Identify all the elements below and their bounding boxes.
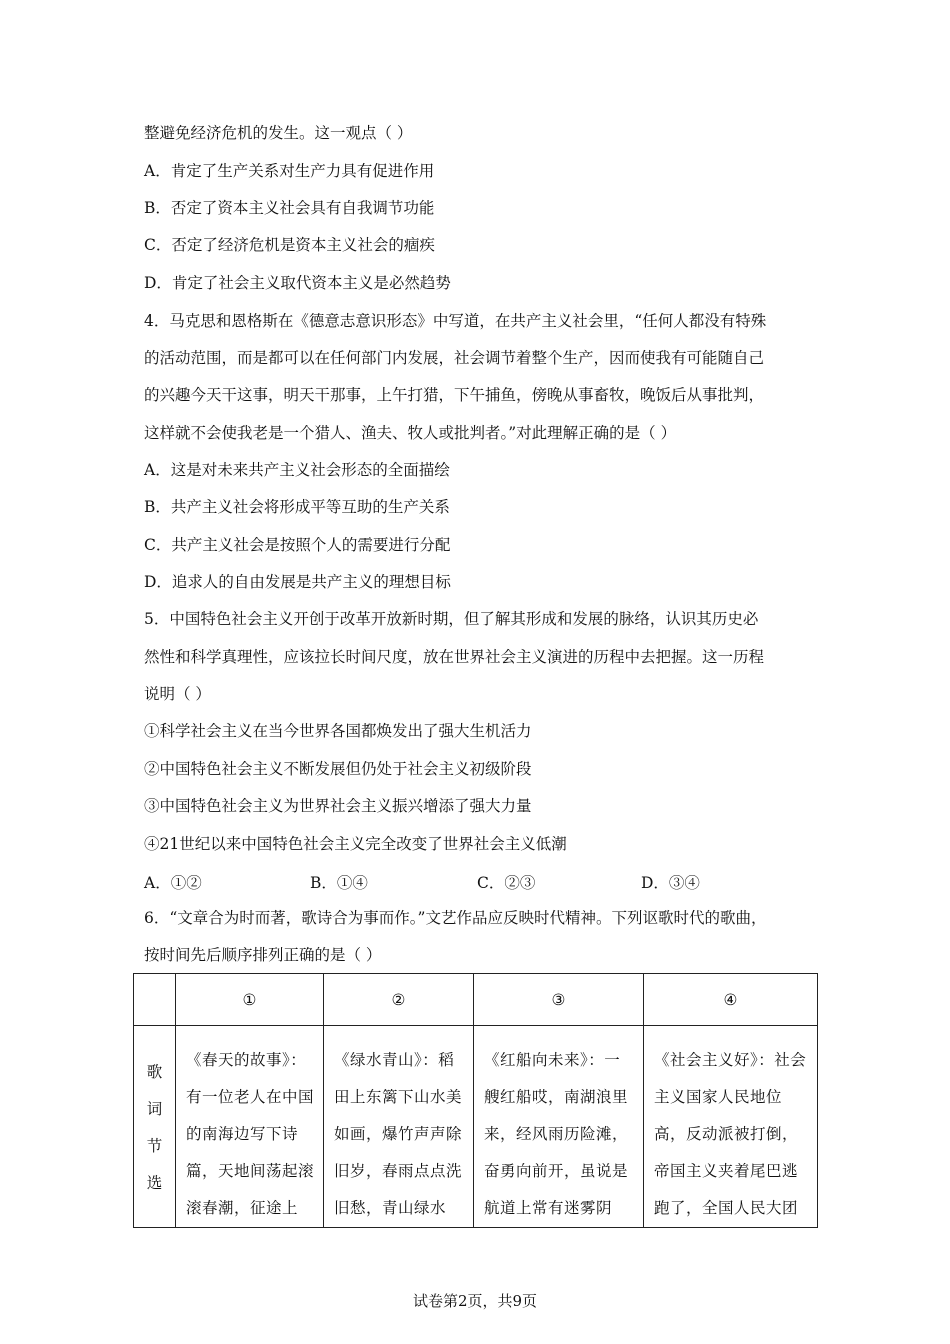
lyric-cell — [474, 1026, 644, 1228]
table-header-cell: ① — [176, 974, 324, 1026]
q4-stem-line: 这样就不会使我老是一个猎人、渔夫、牧人或批判者。”对此理解正确的是（ ） — [144, 424, 677, 442]
q3-option-c: C．否定了经济危机是资本主义社会的痼疾 — [144, 236, 435, 254]
q6-stem-line: 按时间先后顺序排列正确的是（ ） — [144, 946, 382, 964]
q3-option-b: B．否定了资本主义社会具有自我调节功能 — [144, 199, 435, 217]
q4-option-d: D．追求人的自由发展是共产主义的理想目标 — [144, 573, 451, 591]
lyric-text-4: 《社会主义好》：社会主义国家人民地位高，反动派被打倒，帝国主义夹着尾巴逃跑了，全国人民大团 — [654, 1051, 807, 1217]
q3-option-d: D．肯定了社会主义取代资本主义是必然趋势 — [144, 274, 451, 292]
lyric-cell — [324, 1026, 474, 1228]
page-footer: 试卷第2页，共9页 — [412, 1292, 538, 1310]
q5-statement-4: ④21世纪以来中国特色社会主义完全改变了世界社会主义低潮 — [144, 835, 567, 853]
q5-option-a: A．①② — [144, 874, 202, 892]
q4-option-a: A．这是对未来共产主义社会形态的全面描绘 — [144, 461, 450, 479]
q4-stem-line: 4．马克思和恩格斯在《德意志意识形态》中写道，在共产主义社会里，“任何人都没有特殊 — [144, 312, 767, 330]
q4-option-c: C．共产主义社会是按照个人的需要进行分配 — [144, 536, 451, 554]
q3-option-a: A．肯定了生产关系对生产力具有促进作用 — [144, 162, 435, 180]
table-header-cell: ③ — [474, 974, 644, 1026]
q5-option-c: C．②③ — [477, 874, 536, 892]
lyric-text-2: 《绿水青山》：稻田上东篱下山水美如画，爆竹声声除旧岁，春雨点点洗旧愁，青山绿水 — [334, 1051, 463, 1217]
q5-option-d: D．③④ — [641, 874, 700, 892]
row-label: 歌词节选 — [146, 1063, 163, 1192]
lyric-text-1: 《春天的故事》：有一位老人在中国的南海边写下诗篇，天地间荡起滚滚春潮，征途上 — [186, 1051, 315, 1217]
lyric-cell — [644, 1026, 818, 1228]
q4-option-b: B．共产主义社会将形成平等互助的生产关系 — [144, 498, 450, 516]
lyric-text-3: 《红船向未来》：一艘红船哎，南湖浪里来，经风雨历险滩，奋勇向前开，虽说是航道上常有迷雾阴 — [484, 1051, 629, 1217]
q3-stem-end: 整避免经济危机的发生。这一观点（ ） — [144, 124, 413, 142]
q6-stem-line: 6．“文章合为时而著，歌诗合为事而作。”文艺作品应反映时代精神。下列讴歌时代的歌曲， — [144, 909, 767, 927]
q5-stem-line: 说明（ ） — [144, 685, 211, 703]
table-header-cell: ② — [324, 974, 474, 1026]
q5-statement-2: ②中国特色社会主义不断发展但仍处于社会主义初级阶段 — [144, 760, 532, 778]
table-header-row — [134, 974, 818, 1026]
q5-statement-1: ①科学社会主义在当今世界各国都焕发出了强大生机活力 — [144, 722, 532, 740]
row-label-cell — [134, 1026, 176, 1228]
lyrics-table — [133, 973, 818, 1228]
table-row — [134, 1026, 818, 1228]
lyric-cell — [176, 1026, 324, 1228]
q5-statement-3: ③中国特色社会主义为世界社会主义振兴增添了强大力量 — [144, 797, 532, 815]
q4-stem-line: 的兴趣今天干这事，明天干那事，上午打猎，下午捕鱼，傍晚从事畜牧，晚饭后从事批判， — [144, 386, 765, 404]
table-header-cell: ④ — [644, 974, 818, 1026]
table-corner-cell — [134, 974, 176, 1026]
q5-stem-line: 5．中国特色社会主义开创于改革开放新时期，但了解其形成和发展的脉络，认识其历史必 — [144, 610, 759, 628]
q5-stem-line: 然性和科学真理性，应该拉长时间尺度，放在世界社会主义演进的历程中去把握。这一历程 — [144, 648, 765, 666]
q5-option-b: B．①④ — [310, 874, 368, 892]
q4-stem-line: 的活动范围，而是都可以在任何部门内发展，社会调节着整个生产，因而使我有可能随自己 — [144, 349, 765, 367]
q5-options — [144, 871, 824, 891]
